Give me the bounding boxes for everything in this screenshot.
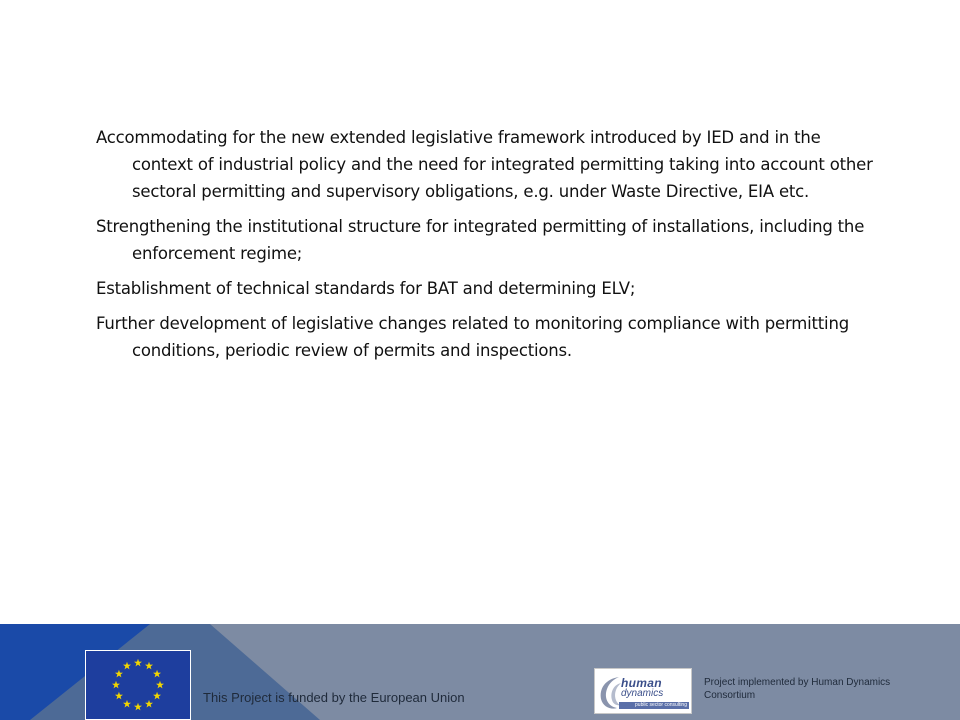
- body-text: [96, 124, 876, 372]
- paragraph-1: Accommodating for the new extended legislative framework introduced by IED and in the context of industrial policy and the need for integrated permitting taking into account other sectoral permitting and supervisory obligations, e.g. under Waste Directive, EIA etc.: [96, 128, 873, 201]
- eu-star-icon: [134, 659, 142, 667]
- logo-tagline: public sector consulting: [619, 702, 689, 709]
- eu-star-icon: [145, 700, 153, 708]
- eu-stars-icon: [86, 651, 190, 719]
- logo-word-human: human: [621, 676, 662, 690]
- eu-star-icon: [115, 692, 123, 700]
- paragraph-4: Further development of legislative changes related to monitoring compliance with permitting conditions, periodic review of permits and inspections.: [96, 314, 849, 360]
- eu-star-icon: [153, 692, 161, 700]
- eu-star-icon: [112, 681, 120, 689]
- implemented-by-text: Project implemented by Human Dynamics Consortium: [704, 677, 891, 701]
- eu-star-icon: [145, 662, 153, 670]
- eu-star-icon: [156, 681, 164, 689]
- eu-star-icon: [123, 700, 131, 708]
- paragraph-3: Establishment of technical standards for BAT and determining ELV;: [96, 279, 636, 298]
- funded-by-eu-text: This Project is funded by the European Union: [203, 690, 465, 705]
- eu-star-icon: [123, 662, 131, 670]
- eu-star-icon: [115, 670, 123, 678]
- eu-flag-logo: [85, 650, 191, 720]
- logo-word-dynamics: dynamics: [621, 688, 664, 699]
- eu-star-icon: [134, 703, 142, 711]
- paragraph-2: Strengthening the institutional structure for integrated permitting of installations, including the enforcement regime;: [96, 217, 865, 263]
- eu-star-icon: [153, 670, 161, 678]
- human-dynamics-logo: [594, 668, 692, 714]
